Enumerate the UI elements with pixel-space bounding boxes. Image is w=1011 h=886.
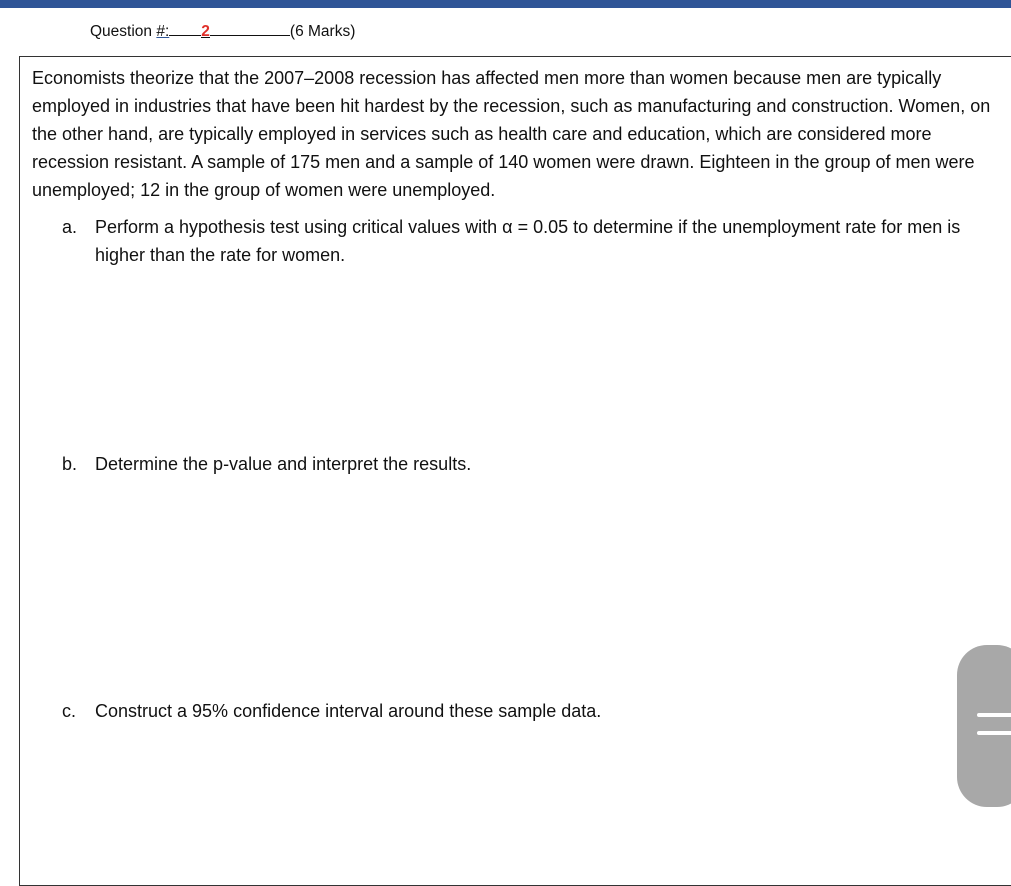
question-label: Question [90, 23, 153, 40]
problem-intro: Economists theorize that the 2007–2008 recession has affected men more than women because men are typically employed in industries that have been hit hardest by the recession, such as manufacturing and construction. Women, on the other hand, are typically employed in services such as health care and education, which are considered more recession resistant. A sample of 175 men and a sample of 140 women were drawn. Eighteen in the group of men were unemployed; 12 in the group of women were unemployed. [32, 68, 991, 200]
part-a-text: Perform a hypothesis test using critical values with α = 0.05 to determine if the unemployment rate for men is higher than the rate for women. [95, 217, 961, 265]
question-number: 2 [201, 23, 210, 40]
part-a-letter: a. [62, 217, 78, 237]
question-number-field[interactable] [201, 23, 210, 38]
blank-line-right [210, 21, 290, 36]
question-hash-label: #: [156, 23, 170, 40]
marks-label: (6 Marks) [289, 23, 356, 40]
part-b-letter: b. [62, 454, 78, 474]
question-header [90, 21, 355, 41]
top-accent-bar [0, 0, 1011, 8]
part-c-letter: c. [62, 701, 77, 721]
grip-line-icon [977, 713, 1011, 717]
drag-handle[interactable] [957, 645, 1011, 807]
part-c-text: Construct a 95% confidence interval around these sample data. [95, 701, 602, 721]
blank-line-left [169, 21, 201, 36]
part-b-text: Determine the p-value and interpret the results. [95, 454, 472, 474]
grip-line-icon [977, 731, 1011, 735]
